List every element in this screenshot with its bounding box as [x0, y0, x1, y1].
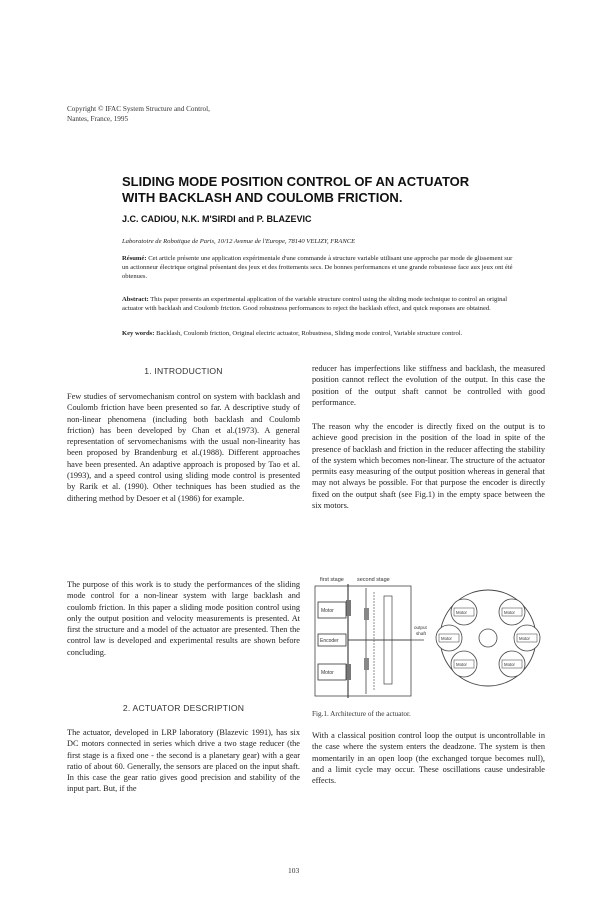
second-stage-label: second stage — [357, 577, 390, 583]
motor-label-top: Motor — [321, 608, 334, 614]
front-view-encoder — [479, 629, 497, 647]
first-stage-gear-top — [346, 600, 351, 616]
actuator-paragraph-1: The actuator, developed in LRP laboratory (Blazevic 1991), has six DC motors connected in series which drive a two stage reducer (the first stage is a fixed one - the second is a planetary gear) with a gear ratio of about 60. Generally, the sensors are placed on the input shaft. In this case the gear ratio gives good precision and stability of the input part. But, if the — [67, 728, 300, 794]
front-view-motor-2 — [514, 625, 540, 651]
intro-paragraph-1: Few studies of servomechanism control on system with backlash and Coulomb friction have been presented so far. A descriptive study of non-linear phenomena (including both backlash and Coulomb friction) has been developed by Chan et al.(1973). A general representation of servomechanisms with the usual non-linearity has been proposed by Brandenburg et al.(1988). Different approaches have been presented. An adaptive approach is proposed by Tao et al. (1993), and a speed control using sliding mode control is presented by Rarik et al. (1990). Other techniques has been studied as the dithering method by Desoer et al (1986) for example. — [67, 392, 300, 503]
intro-paragraph-2: The purpose of this work is to study the performances of the sliding mode control for a non-linear system with large backlash and coulomb friction. In this paper a sliding mode position control using only the output position and velocity measurements is presented. At first the structure and a model of the actuator are presented. Then the control law is developed and experimental results are shown before concluding. — [67, 580, 300, 657]
right-paragraph-2: The reason why the encoder is directly fixed on the output is to achieve good precision in the position of the load in spite of the presence of backlash and friction in the reducer affecting the stability of the system which becomes non-linear. The structure of the actuator permits easy measuring of the output position whereas in general that may not always be possible. For that purpose the encoder is directly fixed on the output shaft (see Fig.1) in the empty space between the six motors. — [312, 422, 545, 511]
front-motor-label-2: Motor — [519, 636, 530, 641]
right-paragraph-1: reducer has imperfections like stiffness and backlash, the measured position cannot reflect the evolution of the output. In this case the position of the output shaft cannot be controlled with good performance. — [312, 364, 545, 407]
abstract-block — [122, 295, 517, 313]
actuator-architecture-figure — [312, 572, 552, 702]
resume-label: Résumé: — [122, 255, 147, 262]
resume-block — [122, 254, 517, 281]
second-stage-gear-bottom — [364, 658, 369, 670]
front-motor-label-1: Motor — [504, 610, 515, 615]
title-line-2: WITH BACKLASH AND COULOMB FRICTION. — [122, 190, 403, 205]
keywords-text: Backlash, Coulomb friction, Original electric actuator, Robustness, Sliding mode control, Variable structure control. — [154, 330, 463, 337]
authors: J.C. CADIOU, N.K. M'SIRDI and P. BLAZEVIC — [122, 214, 312, 224]
section-heading-actuator: 2. ACTUATOR DESCRIPTION — [122, 703, 245, 713]
section-heading-introduction: 1. INTRODUCTION — [144, 366, 223, 376]
copyright-line-2: Nantes, France, 1995 — [67, 115, 129, 123]
output-shaft-label-1: output — [414, 625, 427, 630]
right-paragraph-3: With a classical position control loop the output is uncontrollable in the case where the system enters the deadzone. The system is then momentarily in an open loop (the exchanged torque becomes null), and a limit cycle may occur. These oscillations cause undesirable effects. — [312, 731, 545, 786]
front-motor-label-3: Motor — [504, 662, 515, 667]
title-line-1: SLIDING MODE POSITION CONTROL OF AN ACTUATOR — [122, 174, 470, 189]
encoder-label: Encoder — [320, 638, 339, 644]
copyright-notice — [67, 104, 210, 124]
first-stage-label: first stage — [320, 577, 344, 583]
front-motor-label-6: Motor — [456, 610, 467, 615]
front-motor-label-5: Motor — [441, 636, 452, 641]
second-stage-gear-top — [364, 608, 369, 620]
resume-text: Cet article présente une application expérimentale d'une commande à structure variable utilisant une approche par mode de glissement sur un actionneur électrique original présentant des jeux et des frottements secs. De bonnes performances et une grande robustesse face aux jeux ont été obtenues. — [122, 255, 513, 280]
page-number: 103 — [288, 866, 300, 875]
first-stage-gear-bottom — [346, 664, 351, 680]
front-view-motor-3 — [499, 651, 525, 677]
output-shaft-label-2: shaft — [416, 631, 426, 636]
front-view-motor-5 — [436, 625, 462, 651]
front-view-motor-1 — [499, 599, 525, 625]
figure-caption: Fig.1. Architecture of the actuator. — [312, 710, 411, 718]
paper-title — [122, 174, 512, 206]
front-view-motor-6 — [451, 599, 477, 625]
front-motor-label-4: Motor — [456, 662, 467, 667]
front-view-motor-4 — [451, 651, 477, 677]
keywords-label: Key words: — [122, 330, 155, 337]
abstract-text: This paper presents an experimental application of the variable structure control using the sliding mode technique to control an original actuator with backlash and Coulomb friction. Good robustness performances to reject the backlash effect, and quick responses are obtained. — [122, 296, 508, 312]
copyright-line-1: Copyright © IFAC System Structure and Control, — [67, 105, 210, 113]
affiliation: Laboratoire de Robotique de Paris, 10/12 Avenue de l'Europe, 78140 VELIZY, FRANCE — [122, 238, 356, 245]
motor-label-bottom: Motor — [321, 670, 334, 676]
abstract-label: Abstract: — [122, 296, 149, 303]
keywords-block — [122, 329, 517, 338]
